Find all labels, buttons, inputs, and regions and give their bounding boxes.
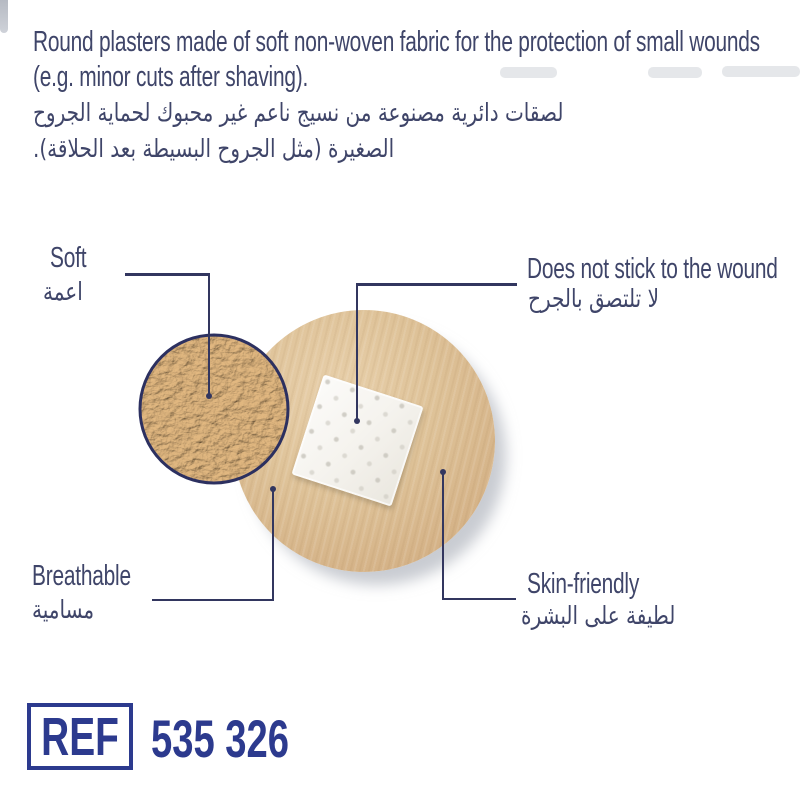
callout-breathable-ar: مسامية	[32, 595, 95, 624]
fabric-texture-magnifier	[135, 330, 293, 488]
callout-soft-ar: اعمة	[43, 277, 83, 306]
soft-callout-dot	[206, 393, 212, 399]
scan-artifact-corner	[0, 0, 8, 33]
ref-number: 535 326	[151, 710, 289, 769]
skin-friendly-callout-line	[442, 472, 445, 600]
callout-skin-friendly-ar: لطيفة على البشرة	[521, 601, 676, 630]
breathable-callout-line	[152, 599, 274, 602]
soft-callout-line	[125, 273, 210, 276]
description-en-line2: (e.g. minor cuts after shaving).	[33, 61, 309, 93]
scan-artifact-smudge	[648, 67, 702, 78]
scan-artifact-smudge	[500, 67, 557, 78]
description-en-line1: Round plasters made of soft non-woven fabric for the protection of small wounds	[33, 26, 760, 58]
skin-friendly-callout-line	[442, 598, 516, 601]
callout-soft-en: Soft	[50, 242, 87, 274]
callout-does-not-stick-en: Does not stick to the wound	[527, 253, 778, 285]
callout-breathable-en: Breathable	[32, 560, 131, 592]
ref-label: REF	[41, 706, 119, 767]
description-ar-line1: لصقات دائرية مصنوعة من نسيج ناعم غير محبوك لحماية الجروح	[33, 98, 564, 127]
callout-skin-friendly-en: Skin-friendly	[527, 568, 640, 600]
soft-callout-line	[208, 273, 211, 396]
scan-artifact-smudge	[722, 66, 800, 77]
breathable-callout-line	[272, 489, 275, 601]
ref-box	[27, 703, 133, 770]
does-not-stick-callout-dot	[354, 418, 360, 424]
does-not-stick-callout-line	[356, 283, 359, 421]
description-ar-line2: الصغيرة (مثل الجروح البسيطة بعد الحلاقة).	[33, 134, 395, 163]
callout-does-not-stick-ar: لا تلتصق بالجرح	[528, 284, 659, 313]
does-not-stick-callout-line	[356, 283, 517, 286]
